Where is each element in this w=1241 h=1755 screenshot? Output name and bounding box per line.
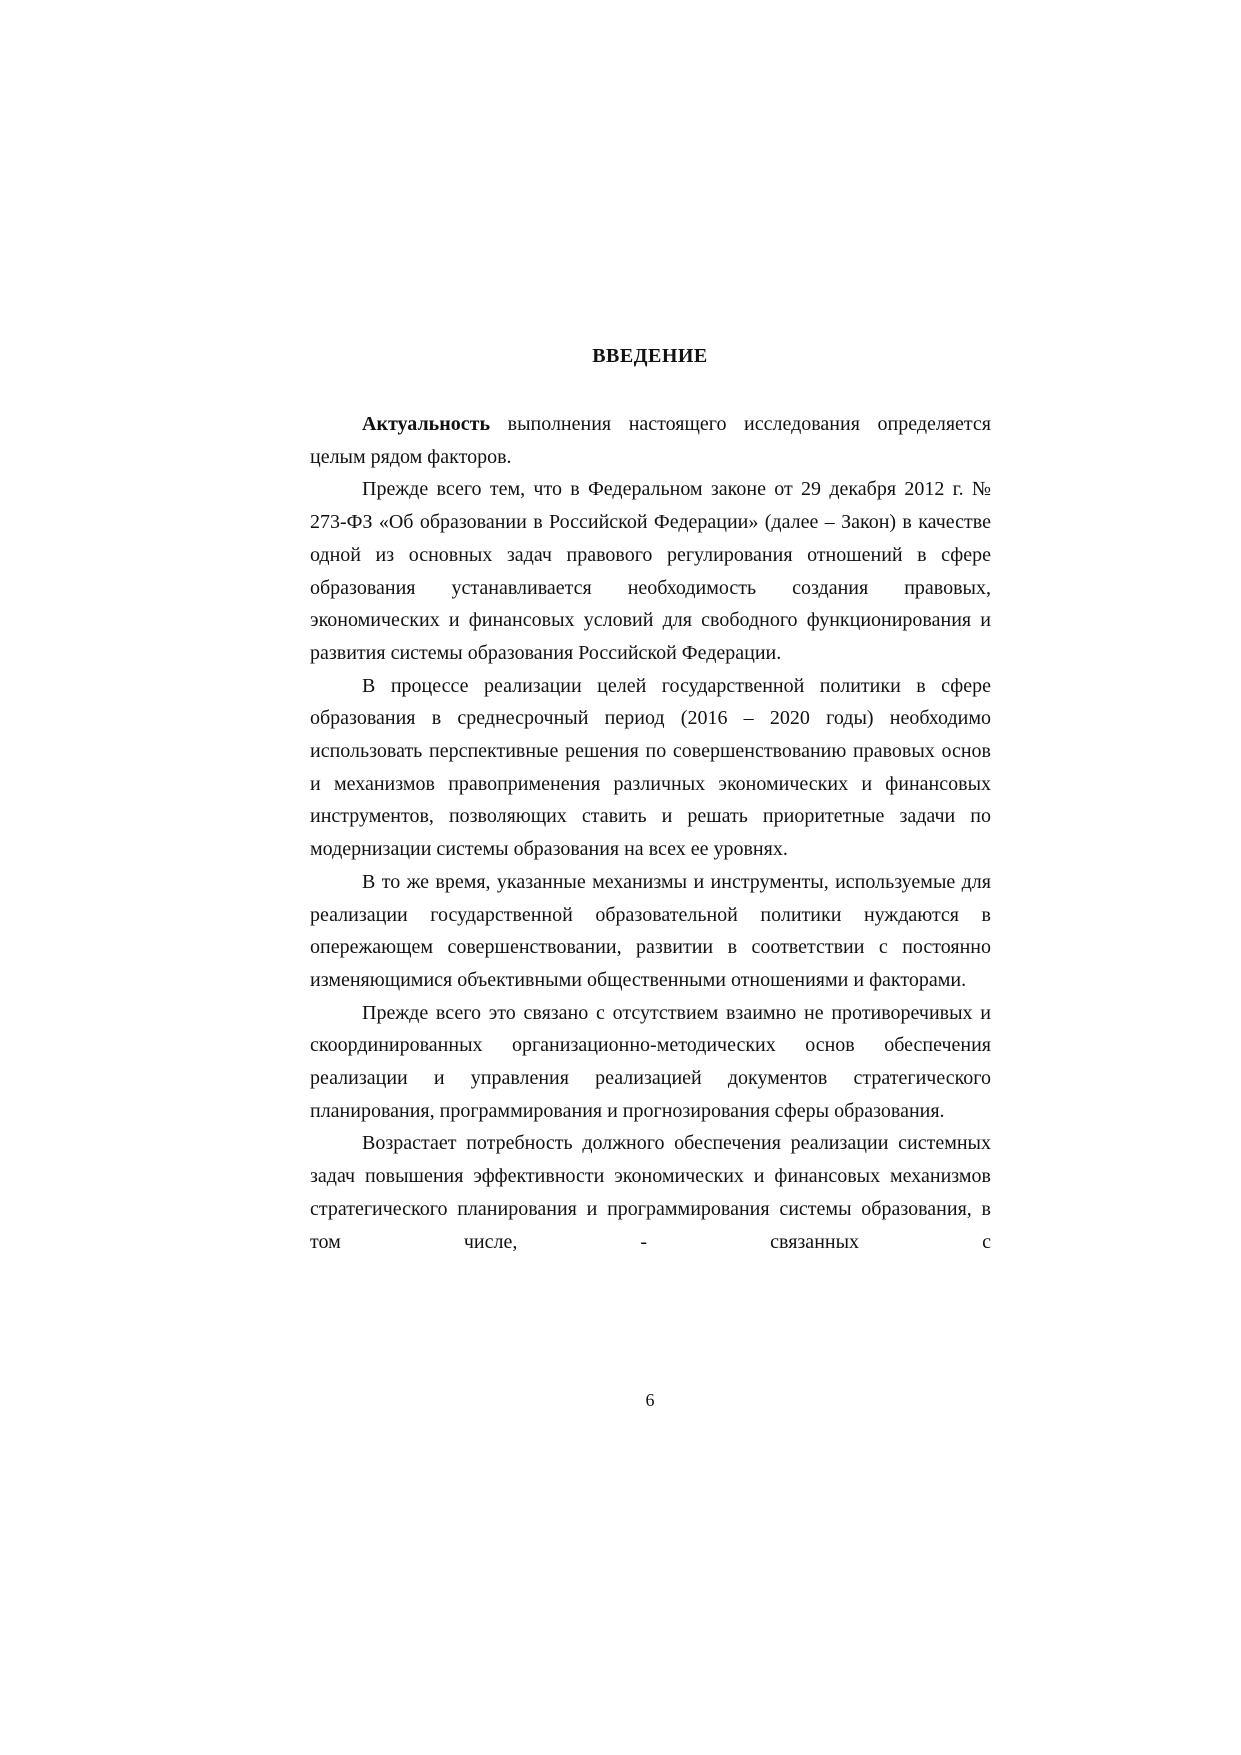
paragraph-5: Прежде всего это связано с отсутствием взаимно не противоречивых и скоординированных организационно-методических основ обеспечения реализации и управления реализацией документов стратегического планирования, программирования и прогнозирования сферы образования.	[310, 1001, 991, 1122]
section-heading: ВВЕДЕНИЕ	[592, 345, 708, 367]
paragraph-1	[310, 408, 991, 473]
paragraph-1-lead: Актуальность	[362, 413, 491, 435]
paragraph-1-text: выполнения настоящего исследования определяется целым рядом факторов.	[310, 413, 991, 468]
body-text	[310, 408, 991, 1258]
paragraph-2: Прежде всего тем, что в Федеральном законе от 29 декабря 2012 г. № 273-ФЗ «Об образовании в Российской Федерации» (далее – Закон) в качестве одной из основных задач правового регулирования отношений в сфере образования устанавливается необходимость создания правовых, экономических и финансовых условий для свободного функционирования и развития системы образования Российской Федерации.	[310, 478, 991, 664]
paragraph-4: В то же время, указанные механизмы и инструменты, используемые для реализации государственной образовательной политики нуждаются в опережающем совершенствовании, развитии в соответствии с постоянно изменяющимися объективными общественными отношениями и факторами.	[310, 870, 991, 991]
page-number: 6	[645, 1390, 655, 1410]
paragraph-6: Возрастает потребность должного обеспечения реализации системных задач повышения эффективности экономических и финансовых механизмов стратегического планирования и программирования системы образования, в том числе, - связанных с	[310, 1132, 991, 1253]
paragraph-3: В процессе реализации целей государственной политики в сфере образования в среднесрочный период (2016 – 2020 годы) необходимо использовать перспективные решения по совершенствованию правовых основ и механизмов правоприменения различных экономических и финансовых инструментов, позволяющих ставить и решать приоритетные задачи по модернизации системы образования на всех ее уровнях.	[310, 674, 991, 861]
